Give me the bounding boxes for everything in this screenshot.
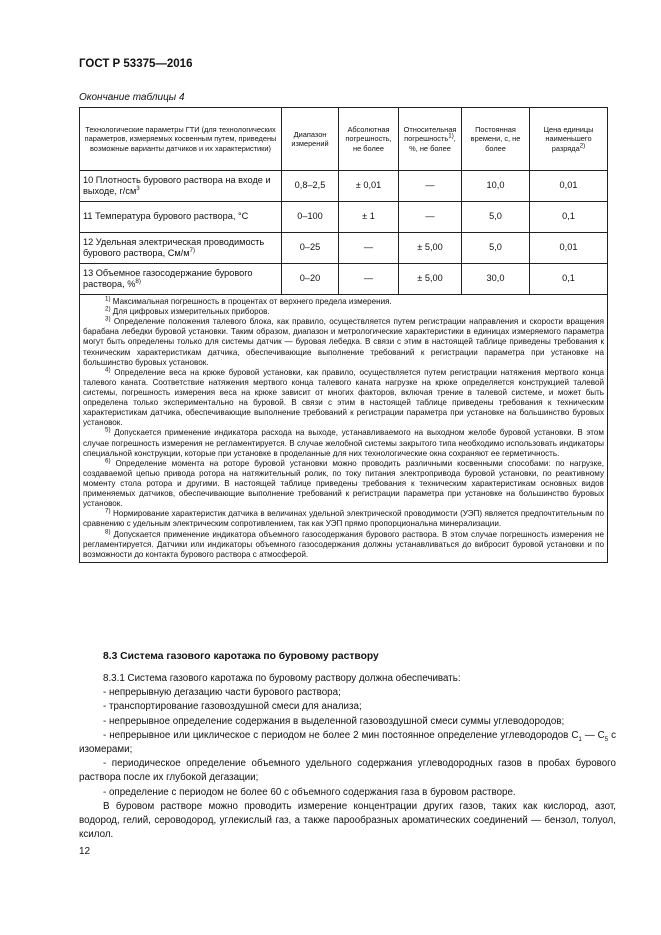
rel-error-cell: — bbox=[399, 202, 462, 233]
param-text: 12 Удельная электрическая проводимость бурового раствора, См/м bbox=[83, 236, 265, 258]
col-header-range: Диапазон измерений bbox=[282, 108, 339, 171]
footnote-mark: 6) bbox=[105, 457, 111, 465]
range-cell: 0–25 bbox=[282, 233, 339, 264]
footnote bbox=[83, 509, 604, 529]
list-item: - периодическое определение объемного удельного содержания углеводородных газов в пробах бурового раствора после их глубокой дегазации; bbox=[79, 758, 616, 784]
subscript: 1 bbox=[578, 735, 582, 743]
footnote-text: Нормирование характеристик датчика в величинах удельной электрической проводимости (УЭП) является предпочтительным по сравнению с удельным электрическим сопротивлением, так как УЭП прямо пропорциональна минерализации. bbox=[83, 509, 604, 529]
param-sup: 3 bbox=[136, 184, 140, 192]
footnotes-row bbox=[80, 295, 608, 563]
footnote-text: Определение положения талевого блока, как правило, осуществляется путем регистрации направления и скорости вращения барабана лебедки буровой установки. Таким образом, диапазон и метрологические характеристики в единицах измеряемого параметра могут быть определены только для системы датчик — буровая лебедка. В связи с этим в настоящей таблице приведены требования к техническим характеристикам датчика, обеспечивающие выполнение требований к регистрации параметра при установке на большинство буровых установок. bbox=[83, 317, 604, 367]
resolution-cell: 0,01 bbox=[530, 171, 608, 202]
rel-error-label-tail: , %, не более bbox=[409, 134, 456, 153]
abs-error-cell: — bbox=[339, 264, 399, 295]
param-sup: 7) bbox=[189, 246, 196, 254]
footnote-mark: 1) bbox=[105, 295, 111, 303]
footnote-text: Определение момента на роторе буровой установки можно проводить различными косвенными способами: по нагрузке, создаваемой цепью привода ротора на натяжительный ролик, по току питания электропривода буровой установки, по реактивному моменту стола ротора и другими. В настоящей таблице приведены требования к техническим характеристикам основных видов применяемых датчиков, обеспечивающие выполнение требований к регистрации параметра при установке на большинство буровых установок. bbox=[83, 458, 604, 509]
footnote bbox=[83, 459, 604, 510]
page-number: 12 bbox=[79, 846, 91, 857]
document-id: ГОСТ Р 53375—2016 bbox=[79, 58, 193, 70]
resolution-cell: 0,1 bbox=[530, 202, 608, 233]
resolution-cell: 0,1 bbox=[530, 264, 608, 295]
range-cell: 0–20 bbox=[282, 264, 339, 295]
rel-error-cell: — bbox=[399, 171, 462, 202]
list-item-text: с изомерами; bbox=[79, 729, 616, 756]
footnote bbox=[83, 527, 604, 560]
col-header-abs-error: Абсолютная погрешность, не более bbox=[339, 108, 399, 171]
table-row bbox=[80, 171, 608, 202]
table-row bbox=[80, 202, 608, 233]
list-item: - определение с периодом не более 60 с объемного содержания газа в буровом растворе. bbox=[103, 786, 516, 798]
footnote-text: Для цифровых измерительных приборов. bbox=[110, 307, 270, 317]
footnote-text: Допускается применение индикатора расхода на выходе, устанавливаемого на выходном желобе буровой установки. В этом случае погрешность измерения не регламентируется. В случае желобной системы закрытого типа необходимо использовать индикаторы специальной конструкции, которые при установке в проделанные для них технологические окна сохраняют ее герметичность. bbox=[83, 428, 604, 458]
list-item bbox=[79, 729, 616, 757]
footnote-ref: 2) bbox=[579, 142, 586, 150]
range-cell: 0–100 bbox=[282, 202, 339, 233]
footnote-text: Допускается применение индикатора объемного газосодержания бурового раствора. В этом случае погрешность измерения не регламентируется. Датчики или индикаторы объемного газосодержания должны устанавливаться до вибросит буровой установки и по возможности до контакта бурового раствора с атмосферой. bbox=[83, 529, 604, 559]
abs-error-cell: ± 0,01 bbox=[339, 171, 399, 202]
list-item: - непрерывную дегазацию части бурового раствора; bbox=[103, 687, 341, 699]
footnote bbox=[83, 317, 604, 368]
table-row bbox=[80, 264, 608, 295]
footnote bbox=[83, 368, 604, 429]
time-constant-cell: 5,0 bbox=[462, 233, 530, 264]
table-row bbox=[80, 233, 608, 264]
rel-error-cell: ± 5,00 bbox=[399, 264, 462, 295]
list-item: - транспортирование газовоздушной смеси для анализа; bbox=[103, 701, 362, 713]
footnote bbox=[83, 297, 604, 307]
footnote-mark: 8) bbox=[105, 527, 111, 535]
footnote-ref: 1) bbox=[448, 132, 454, 140]
range-cell: 0,8–2,5 bbox=[282, 171, 339, 202]
abs-error-cell: ± 1 bbox=[339, 202, 399, 233]
footnote-mark: 4) bbox=[105, 366, 111, 374]
list-item-text: — С bbox=[581, 729, 605, 741]
param-text: 11 Температура бурового раствора, °С bbox=[83, 211, 249, 222]
abs-error-cell: — bbox=[339, 233, 399, 264]
resolution-label: Цена единицы наименьшего разряда bbox=[543, 125, 594, 153]
param-sup: 8) bbox=[135, 277, 141, 285]
time-constant-cell: 5,0 bbox=[462, 202, 530, 233]
col-header-param: Технологические параметры ГТИ (для технологических параметров, измеряемых косвенным путем, приведены возможные варианты датчиков и их характеристики) bbox=[80, 108, 282, 171]
list-item: - непрерывное определение содержания в выделенной газовоздушной смеси суммы углеводородов; bbox=[103, 715, 565, 727]
subscript: 5 bbox=[604, 735, 609, 743]
param-cell bbox=[80, 264, 282, 295]
col-header-resolution bbox=[530, 108, 608, 171]
list-item-text: - непрерывное или циклическое с периодом не более 2 мин постоянное определение углеводородов С bbox=[103, 729, 579, 741]
rel-error-cell: ± 5,00 bbox=[399, 233, 462, 264]
param-cell bbox=[80, 171, 282, 202]
table-header-row bbox=[80, 108, 608, 171]
rel-error-label: Относительная погрешность bbox=[403, 125, 457, 144]
col-header-time-constant: Постоянная времени, с, не более bbox=[462, 108, 530, 171]
footnote-text: Определение веса на крюке буровой установки, как правило, осуществляется путем регистрации натяжения мертвого конца талевого каната. Соответствие натяжения мертвого конца талевого каната нагрузке на крюке определяется конструкцией талевой системы, погрешность измерения веса на крюке зависит от многих факторов, включая трение в талевой системе, и может быть определена только экспериментально на буровой. В связи с этим в настоящей таблице приведены требования к техническим характеристикам датчика, обеспечивающие выполнение требований к регистрации параметра при установке на большинство буровых установок. bbox=[83, 367, 604, 428]
footnote-mark: 5) bbox=[105, 426, 111, 434]
closing-paragraph: В буровом растворе можно проводить измерение концентрации других газов, таких как кислород, азот, водород, гелий, сероводород, углекислый газ, а также парообразных ароматических соединений — бензол, толуол, ксилол. bbox=[79, 800, 616, 841]
param-text: 10 Плотность бурового раствора на входе и выходе, г/см bbox=[83, 174, 271, 196]
footnote-mark: 3) bbox=[105, 315, 111, 323]
col-header-rel-error bbox=[399, 108, 462, 171]
param-text: 13 Объемное газосодержание бурового раствора, % bbox=[83, 267, 253, 289]
footnote-mark: 7) bbox=[105, 507, 111, 515]
footnote bbox=[83, 307, 604, 317]
param-cell bbox=[80, 233, 282, 264]
time-constant-cell: 10,0 bbox=[462, 171, 530, 202]
time-constant-cell: 30,0 bbox=[462, 264, 530, 295]
section-body bbox=[79, 672, 616, 842]
section-heading: 8.3 Система газового каротажа по буровому раствору bbox=[103, 651, 379, 662]
footnotes-cell bbox=[80, 295, 608, 563]
footnote-mark: 2) bbox=[105, 305, 111, 313]
parameters-table bbox=[79, 107, 608, 563]
section-lead: 8.3.1 Система газового каротажа по буровому раствору должна обеспечивать: bbox=[103, 673, 461, 684]
footnote bbox=[83, 428, 604, 458]
table-caption: Окончание таблицы 4 bbox=[79, 92, 185, 103]
footnote-text: Максимальная погрешность в процентах от верхнего предела измерения. bbox=[110, 297, 392, 306]
resolution-cell: 0,01 bbox=[530, 233, 608, 264]
param-cell bbox=[80, 202, 282, 233]
